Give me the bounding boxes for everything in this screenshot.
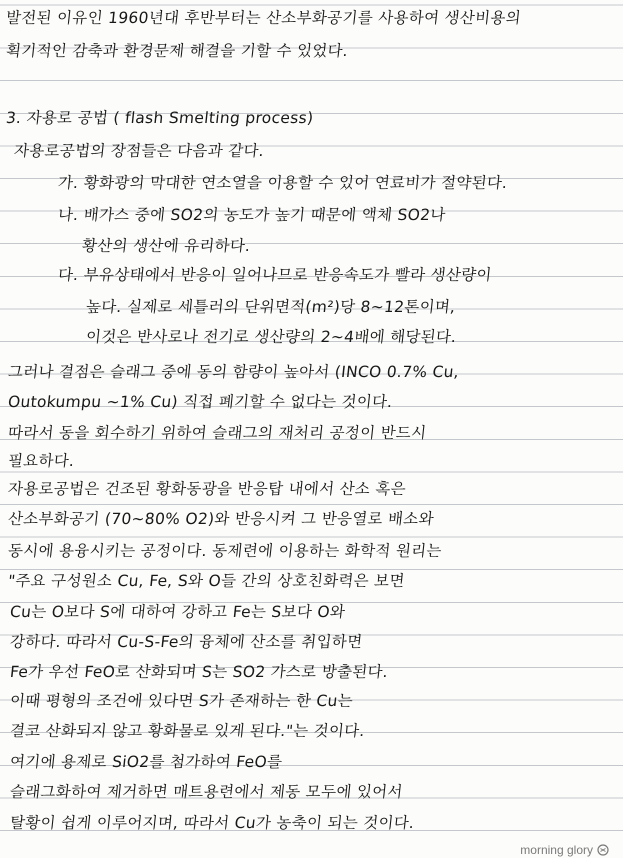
text-line: 이때 평형의 조건에 있다면 S가 존재하는 한 Cu는 (9, 692, 354, 710)
text-line: 그러나 결점은 슬래그 중에 동의 함량이 높아서 (INCO 0.7% Cu, (7, 363, 460, 381)
text-line: 3. 자용로 공법 ( flash Smelting process) (5, 109, 315, 127)
text-line: 산소부화공기 (70~80% O2)와 반응시켜 그 반응열로 배소와 (7, 510, 435, 528)
brand-footer (520, 842, 609, 858)
text-line: "주요 구성원소 Cu, Fe, S와 O들 간의 상호친화력은 보면 (7, 572, 406, 590)
text-line: 여기에 용제로 SiO2를 첨가하여 FeO를 (9, 753, 284, 771)
text-line: 황산의 생산에 유리하다. (81, 237, 252, 255)
text-line: 발전된 이유인 1960년대 후반부터는 산소부화공기를 사용하여 생산비용의 (5, 9, 522, 27)
text-line: 동시에 용융시키는 공정이다. 동제련에 이용하는 화학적 원리는 (7, 542, 443, 560)
text-line: 획기적인 감축과 환경문제 해결을 기할 수 있었다. (5, 42, 350, 60)
text-line: 다. 부유상태에서 반응이 일어나므로 반응속도가 빨라 생산량이 (57, 266, 493, 284)
text-line: Cu는 O보다 S에 대하여 강하고 Fe는 S보다 O와 (9, 603, 347, 621)
brand-text: morning glory (520, 843, 593, 857)
text-line: 슬래그화하여 제거하면 매트용련에서 제동 모두에 있어서 (9, 783, 404, 801)
text-line: 강하다. 따라서 Cu-S-Fe의 융체에 산소를 취입하면 (9, 633, 364, 651)
text-line: Fe가 우선 FeO로 산화되며 S는 SO2 가스로 방출된다. (9, 663, 389, 681)
text-line: 이것은 반사로나 전기로 생산량의 2~4배에 해당된다. (85, 328, 458, 346)
text-line (5, 72, 619, 96)
text-line: 높다. 실제로 세틀러의 단위면적(m²)당 8~12톤이며, (85, 298, 457, 316)
brand-logo-icon (597, 844, 609, 856)
text-line: 결코 산화되지 않고 황화물로 있게 된다."는 것이다. (9, 722, 366, 740)
text-line: 탈황이 쉽게 이루어지며, 따라서 Cu가 농축이 되는 것이다. (9, 814, 416, 832)
text-line: 자용로공법의 장점들은 다음과 같다. (13, 142, 265, 160)
text-line: 가. 황화광의 막대한 연소열을 이용할 수 있어 연료비가 절약된다. (57, 174, 509, 192)
text-line: 따라서 동을 회수하기 위하여 슬래그의 재처리 공정이 반드시 (7, 424, 428, 442)
text-line: Outokumpu ~1% Cu) 직접 폐기할 수 없다는 것이다. (7, 393, 394, 411)
text-line: 나. 배가스 중에 SO2의 농도가 높기 때문에 액체 SO2나 (57, 206, 447, 224)
text-line: 필요하다. (7, 452, 76, 470)
text-line: 자용로공법은 건조된 황화동광을 반응탑 내에서 산소 혹은 (7, 480, 407, 498)
